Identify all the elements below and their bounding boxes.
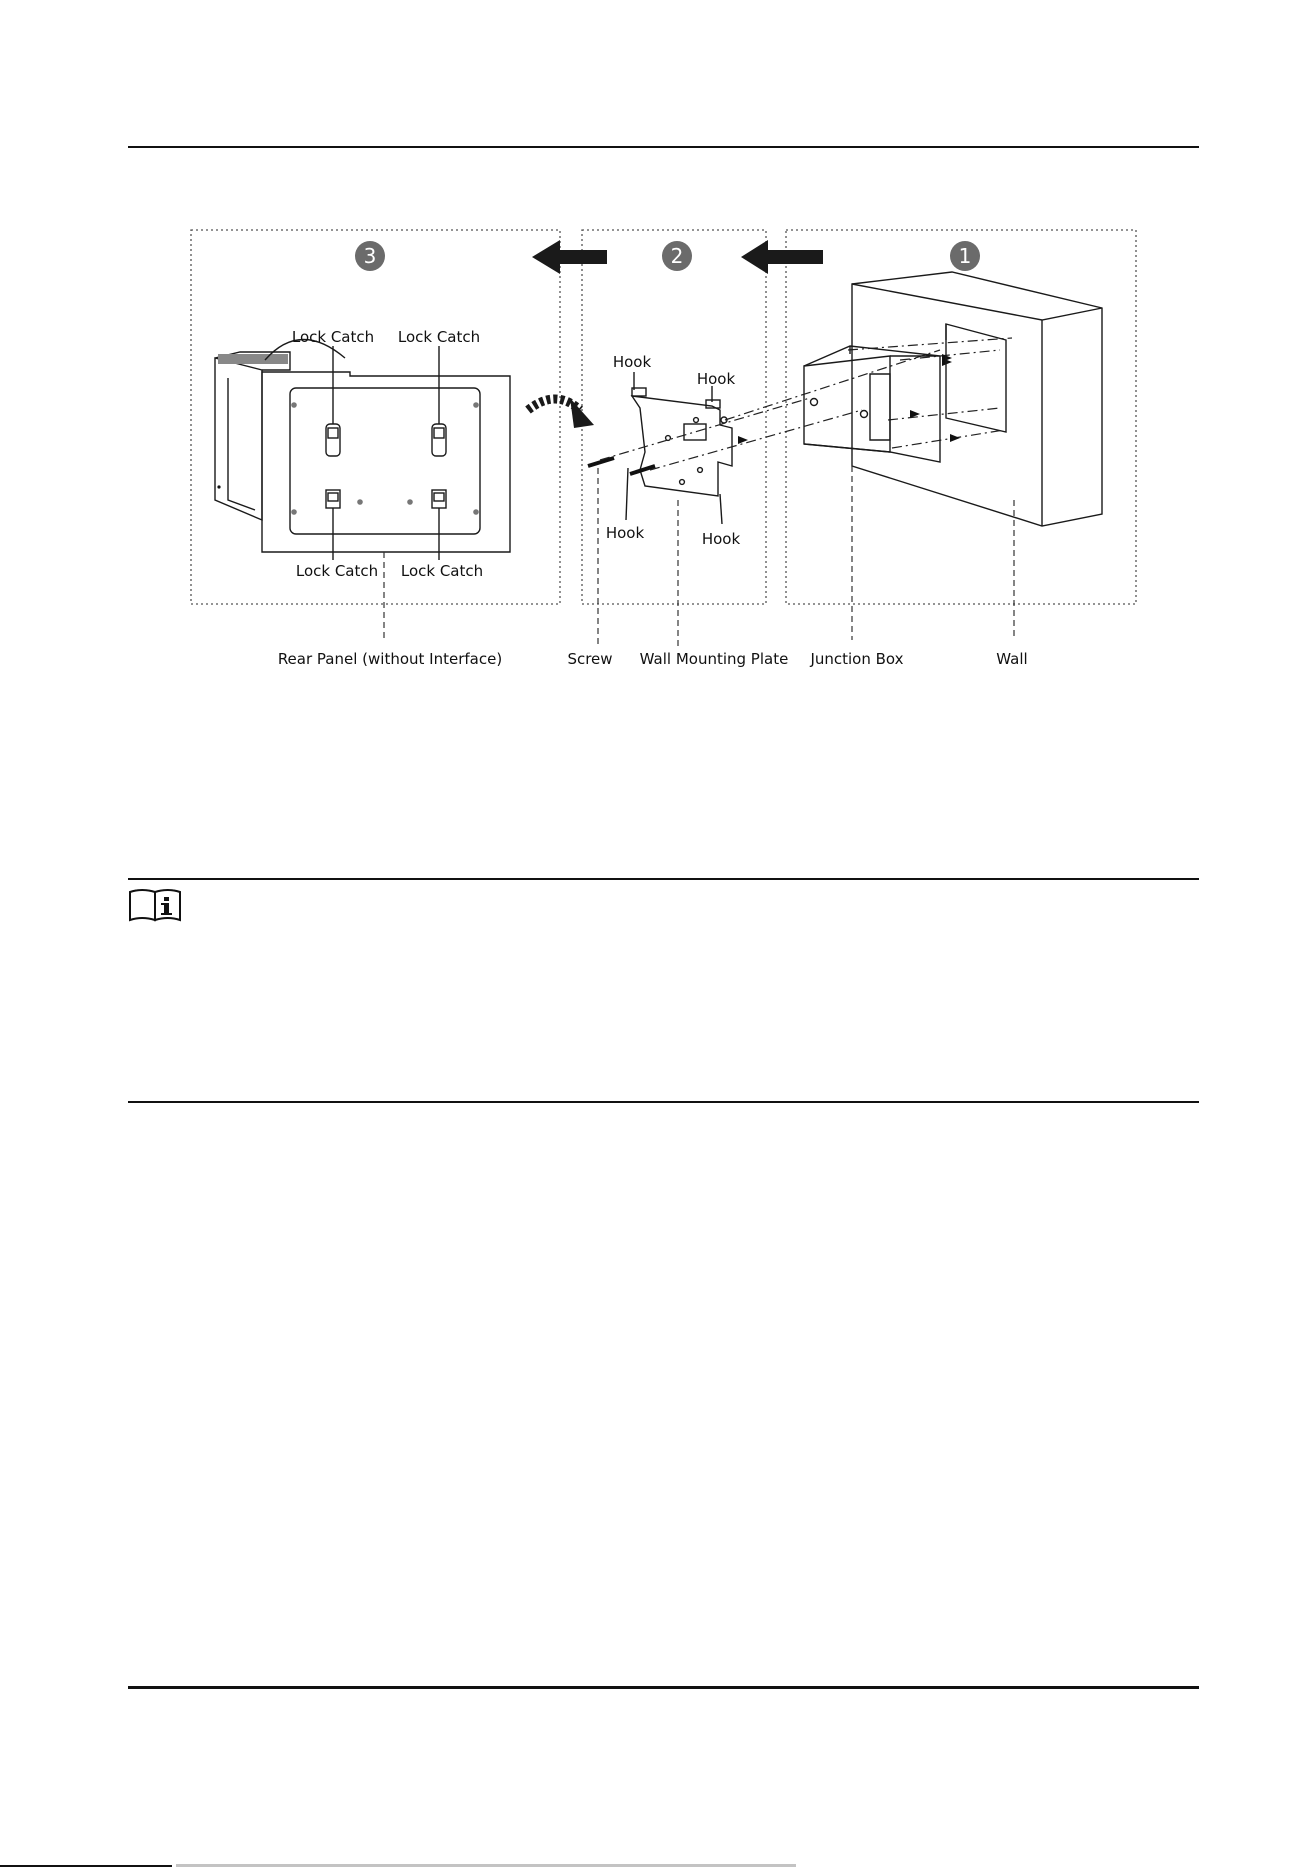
lock-catch-label: Lock Catch bbox=[400, 562, 484, 580]
junction-box-drawing bbox=[804, 346, 940, 640]
footer-strip bbox=[0, 1862, 800, 1873]
svg-text:2: 2 bbox=[670, 244, 684, 268]
step-3-box bbox=[191, 230, 560, 604]
note-top-rule bbox=[128, 878, 1199, 880]
svg-text:3: 3 bbox=[363, 244, 377, 268]
installation-diagram bbox=[0, 0, 1313, 700]
hook-label: Hook bbox=[605, 524, 645, 542]
hook-label: Hook bbox=[696, 370, 736, 388]
hook-label: Hook bbox=[612, 353, 652, 371]
arrow-left-icon bbox=[741, 240, 823, 274]
footer-rule bbox=[128, 1686, 1199, 1689]
rear-panel-drawing bbox=[215, 339, 510, 642]
junction-box-label: Junction Box bbox=[810, 650, 904, 668]
step-1-badge bbox=[950, 241, 980, 271]
step-3-badge bbox=[355, 241, 385, 271]
step-2-badge bbox=[662, 241, 692, 271]
assembly-lines bbox=[600, 338, 1012, 470]
rear-panel-label: Rear Panel (without Interface) bbox=[277, 650, 503, 668]
lock-catch-label: Lock Catch bbox=[291, 328, 375, 346]
hook-label: Hook bbox=[701, 530, 741, 548]
lock-catch-label: Lock Catch bbox=[295, 562, 379, 580]
wall-label: Wall bbox=[996, 650, 1028, 668]
wall-mounting-plate-drawing bbox=[588, 372, 732, 646]
wall-drawing bbox=[852, 272, 1102, 640]
screw-label: Screw bbox=[567, 650, 613, 668]
info-note-icon bbox=[128, 888, 182, 922]
arrow-left-icon bbox=[532, 240, 607, 274]
svg-text:1: 1 bbox=[958, 244, 972, 268]
wall-mounting-plate-label: Wall Mounting Plate bbox=[639, 650, 789, 668]
note-bottom-rule bbox=[128, 1101, 1199, 1103]
lock-catch-label: Lock Catch bbox=[397, 328, 481, 346]
curved-arrow-icon bbox=[528, 398, 594, 428]
